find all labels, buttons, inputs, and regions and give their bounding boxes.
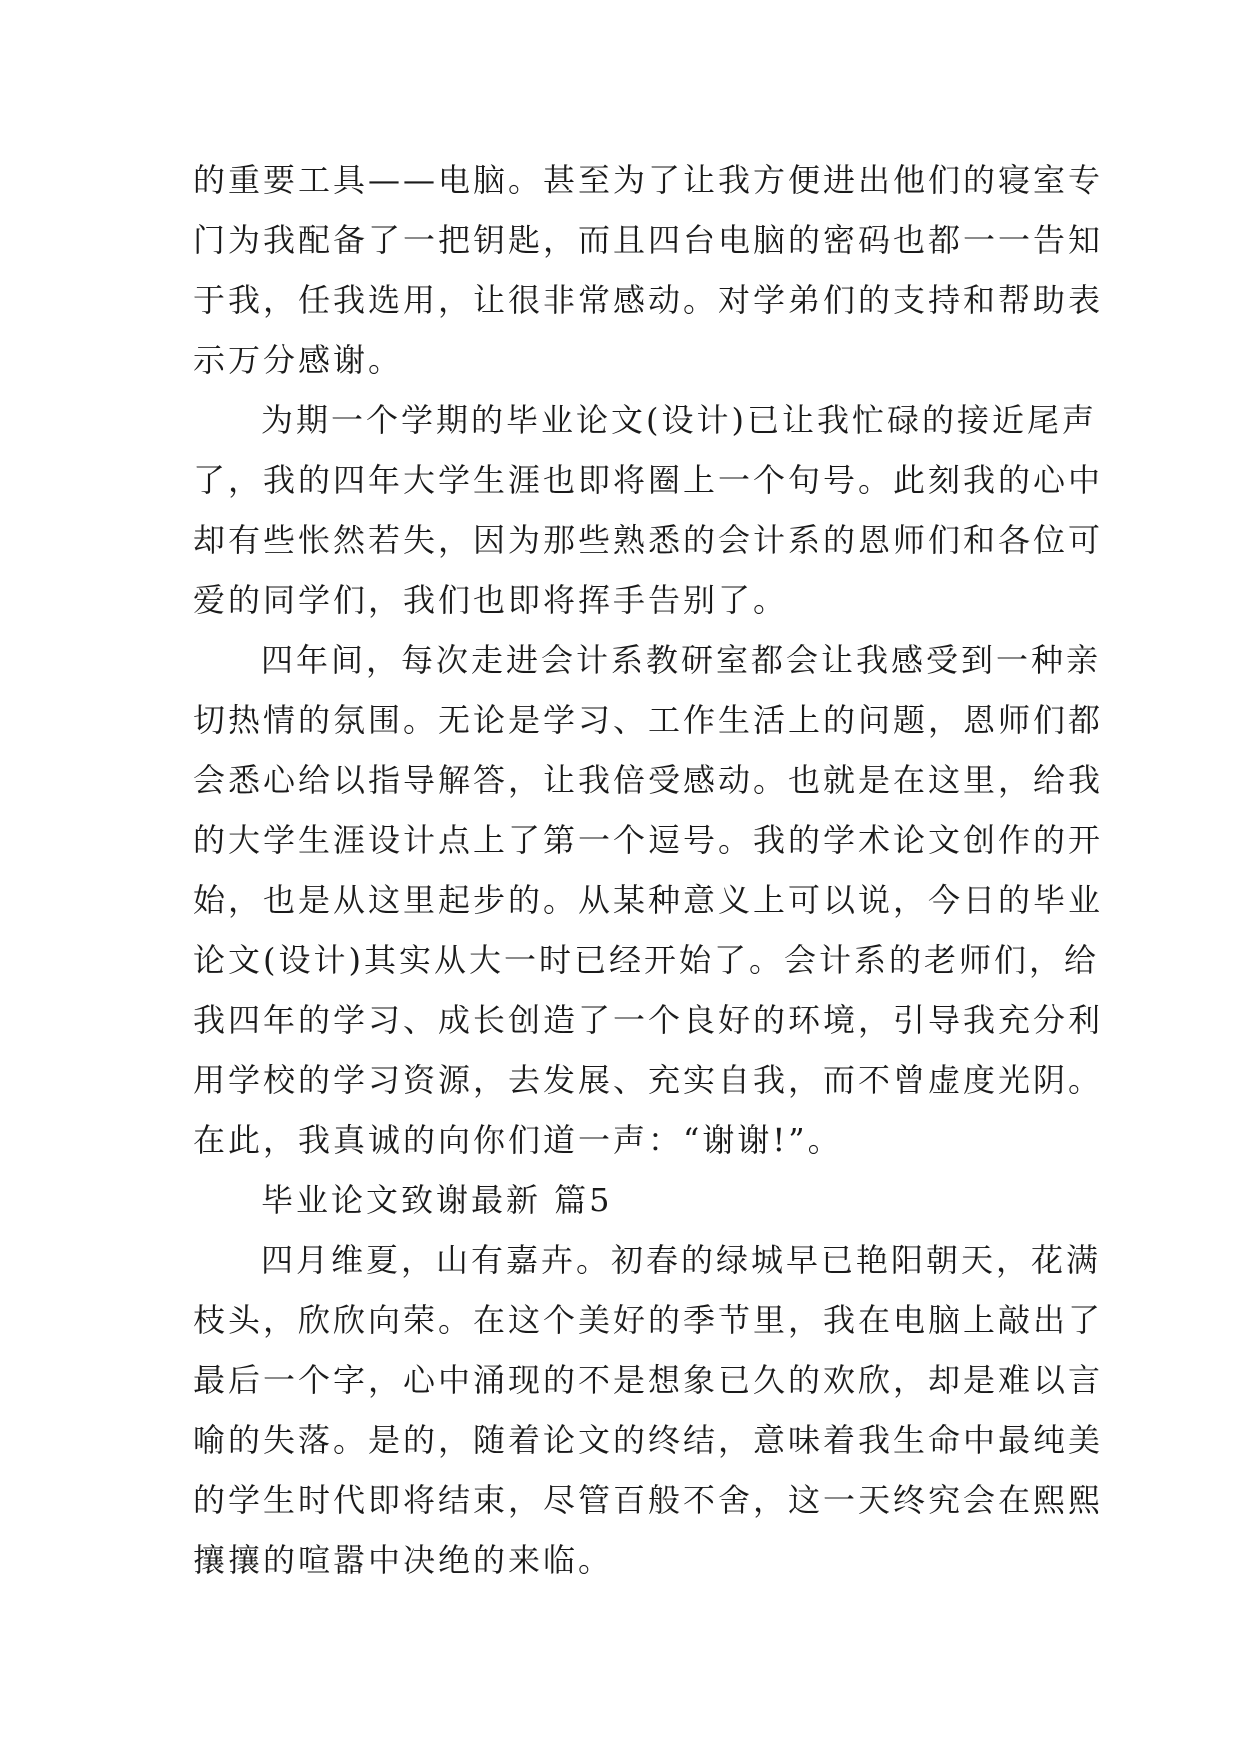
text-line: 攘攘的喧嚣中决绝的来临。	[193, 1541, 614, 1579]
section-heading: 毕业论文致谢最新 篇5	[261, 1181, 613, 1219]
text-line: 最后一个字，心中涌现的不是想象已久的欢欣，却是难以言	[193, 1361, 1104, 1399]
text-line: 爱的同学们，我们也即将挥手告别了。	[193, 581, 789, 619]
text-line: 论文(设计)其实从大一时已经开始了。会计系的老师们，给	[193, 941, 1099, 979]
text-line: 却有些怅然若失，因为那些熟悉的会计系的恩师们和各位可	[193, 521, 1104, 559]
text-line: 了，我的四年大学生涯也即将圈上一个句号。此刻我的心中	[193, 461, 1104, 499]
paragraph-first-line: 四年间，每次走进会计系教研室都会让我感受到一种亲	[261, 641, 1102, 679]
document-body	[193, 150, 1104, 1590]
paragraph-first-line: 为期一个学期的毕业论文(设计)已让我忙碌的接近尾声	[261, 401, 1097, 439]
text-line: 在此，我真诚的向你们道一声：“谢谢!”。	[193, 1121, 843, 1159]
text-line: 示万分感谢。	[193, 341, 404, 379]
text-line: 我四年的学习、成长创造了一个良好的环境，引导我充分利	[193, 1001, 1104, 1039]
text-line: 门为我配备了一把钥匙，而且四台电脑的密码也都一一告知	[193, 221, 1104, 259]
text-line: 枝头，欣欣向荣。在这个美好的季节里，我在电脑上敲出了	[193, 1301, 1104, 1339]
text-line: 会悉心给以指导解答，让我倍受感动。也就是在这里，给我	[193, 761, 1104, 799]
text-line: 始，也是从这里起步的。从某种意义上可以说，今日的毕业	[193, 881, 1104, 919]
text-line: 喻的失落。是的，随着论文的终结，意味着我生命中最纯美	[193, 1421, 1104, 1459]
paragraph-first-line: 四月维夏，山有嘉卉。初春的绿城早已艳阳朝天，花满	[261, 1241, 1102, 1279]
text-line: 用学校的学习资源，去发展、充实自我，而不曾虚度光阴。	[193, 1061, 1104, 1099]
text-line: 的大学生涯设计点上了第一个逗号。我的学术论文创作的开	[193, 821, 1104, 859]
text-line: 于我，任我选用，让很非常感动。对学弟们的支持和帮助表	[193, 281, 1104, 319]
text-line: 的学生时代即将结束，尽管百般不舍，这一天终究会在熙熙	[193, 1481, 1104, 1519]
text-line: 的重要工具——电脑。甚至为了让我方便进出他们的寝室专	[193, 161, 1104, 199]
text-line: 切热情的氛围。无论是学习、工作生活上的问题，恩师们都	[193, 701, 1104, 739]
